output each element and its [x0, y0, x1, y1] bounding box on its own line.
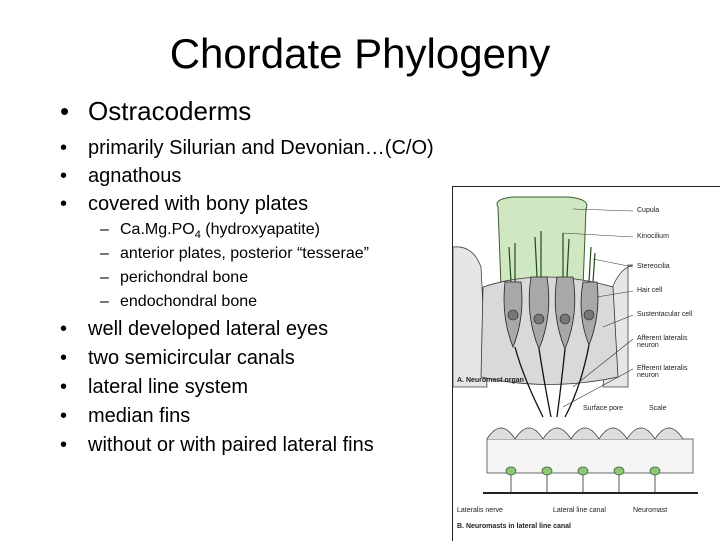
label-lateral-line-canal: Lateral line canal: [553, 507, 606, 514]
bullet-dot: •: [60, 165, 68, 187]
sub-bullet-text: endochondral bone: [120, 293, 258, 310]
formula-subscript: 4: [194, 229, 201, 242]
bullet-heading-text: Ostracoderms: [88, 96, 252, 126]
label-lateralis-nerve: Lateralis nerve: [457, 507, 503, 514]
bullet-dot: •: [60, 405, 68, 427]
neuromast-illustration: [453, 187, 720, 541]
bullet-text: median fins: [88, 405, 191, 427]
caption-b: B. Neuromasts in lateral line canal: [457, 523, 571, 530]
label-surface-pore: Surface pore: [583, 405, 624, 412]
label-kinocilium: Kinocilium: [637, 233, 669, 240]
label-scale: Scale: [649, 405, 667, 412]
sub-bullet-text: perichondral bone: [120, 269, 249, 286]
neuromast-nerve-branches: [511, 475, 655, 493]
sub-bullet-text: [120, 221, 320, 241]
formula-note: (hydroxyapatite): [200, 221, 320, 238]
bullet-text: lateral line system: [88, 376, 249, 398]
label-cupula: Cupula: [637, 207, 660, 214]
sub-bullet-dash: –: [100, 245, 109, 262]
bullet-text: agnathous: [88, 165, 182, 187]
bullet-dot: •: [60, 96, 70, 126]
scales: [487, 428, 683, 439]
label-efferent-neuron: Efferent lateralis neuron: [637, 365, 688, 379]
label-sustentacular-cell: Sustentacular cell: [637, 311, 693, 318]
label-neuromast: Neuromast: [633, 507, 668, 514]
label-stereocilia: Stereocilia: [637, 263, 670, 270]
bullet-dot: •: [60, 137, 68, 159]
caption-a: A. Neuromast organ: [457, 377, 524, 384]
sub-bullet-dash: –: [100, 221, 109, 238]
formula-text: Ca.Mg.PO: [120, 221, 195, 238]
bullet-dot: •: [60, 347, 68, 369]
sub-bullet-text: anterior plates, posterior “tesserae”: [120, 245, 369, 262]
sub-bullet-dash: –: [100, 293, 109, 310]
bullet-dot: •: [60, 376, 68, 398]
bullet-text: two semicircular canals: [88, 347, 295, 369]
bullet-dot: •: [60, 318, 68, 340]
label-afferent-neuron: Afferent lateralis neuron: [637, 335, 688, 349]
bullet-dot: •: [60, 193, 68, 215]
sub-bullet-dash: –: [100, 269, 109, 286]
neuromast-figure: [452, 186, 720, 541]
bullet-text: primarily Silurian and Devonian…(C/O): [88, 137, 434, 159]
bullet-text: well developed lateral eyes: [88, 318, 329, 340]
bullet-text: without or with paired lateral fins: [88, 434, 374, 456]
slide-title: Chordate Phylogeny: [169, 30, 551, 77]
bullet-text: covered with bony plates: [88, 193, 309, 215]
lateral-line-canal-wall: [487, 439, 693, 473]
bullet-dot: •: [60, 434, 68, 456]
label-hair-cell: Hair cell: [637, 287, 663, 294]
